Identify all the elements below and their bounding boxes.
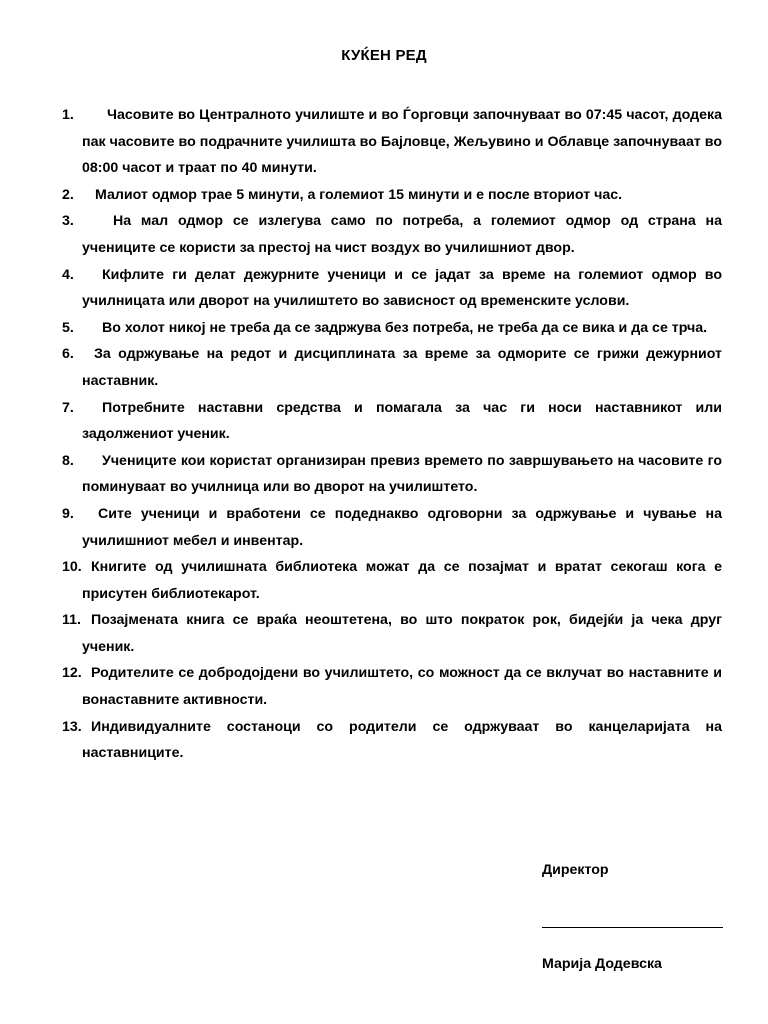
rule-item — [62, 262, 722, 315]
rule-item — [62, 315, 722, 342]
rule-number: 1. — [62, 107, 74, 123]
rule-number: 12. — [62, 665, 82, 682]
rule-item — [62, 395, 722, 448]
rule-text: Во холот никој не треба да се задржува без потреба, не треба да се вика и да се трча. — [102, 319, 708, 336]
rule-number: 7. — [62, 399, 74, 416]
rule-text: Часовите во Централното училиште и во Ѓорговци започнуваат во 07:45 часот, додека пак часовите во подрачните училишта во Бајловце, Жељувино и Облавце започнуваат во 08:00 часот и траат по 40 минути. — [82, 107, 722, 177]
rule-number: 4. — [62, 266, 74, 283]
rule-item — [62, 182, 722, 209]
rule-item — [62, 607, 722, 660]
rule-number: 9. — [62, 505, 74, 522]
rule-number: 10. — [62, 559, 82, 576]
rule-text: Индивидуалните состаноци со родители се одржуваат во канцеларијата на наставниците. — [82, 718, 722, 762]
signature-role: Директор — [542, 862, 609, 878]
signature-line — [542, 927, 723, 928]
rules-list — [62, 102, 722, 767]
rule-number: 3. — [62, 213, 74, 230]
rule-number: 6. — [62, 346, 74, 363]
rule-item — [62, 208, 722, 261]
rule-text: Сите ученици и вработени се подеднакво одговорни за одржување и чување на училишниот мебел и инвентар. — [82, 505, 722, 549]
rule-item — [62, 554, 722, 607]
signature-block — [542, 862, 724, 972]
rule-number: 2. — [62, 186, 74, 203]
rule-text: На мал одмор се излегува само по потреба, а големиот одмор од страна на учениците се користи за престој на чист воздух во училишниот двор. — [82, 213, 722, 256]
rule-number: 13. — [62, 718, 82, 735]
rule-text: Книгите од училишната библиотека можат да се позајмат и вратат секогаш кога е присутен библиотекарот. — [82, 559, 722, 602]
rule-text: Позајмената книга се враќа неоштетена, во што пократок рок, бидејќи ја чека друг ученик. — [82, 612, 722, 655]
rule-text: Кифлите ги делат дежурните ученици и се јадат за време на големиот одмор во училницата или дворот на училиштето во зависност од временските услови. — [82, 266, 722, 310]
rule-item — [62, 102, 722, 182]
rule-text: Учениците кои користат организиран превиз времето по завршувањето на часовите го поминуваат во училница или во дворот на училиштето. — [82, 452, 722, 496]
rule-item — [62, 501, 722, 554]
rule-number: 5. — [62, 319, 74, 336]
rule-number: 11. — [62, 612, 81, 629]
rule-text: Потребните наставни средства и помагала за час ги носи наставникот или задолжениот ученик. — [82, 399, 722, 443]
signature-name: Марија Додевска — [542, 956, 662, 972]
rule-item — [62, 341, 722, 394]
rule-text: Родителите се добродојдени во училиштето, со можност да се вклучат во наставните и вонаставните активности. — [82, 665, 722, 709]
rule-item — [62, 660, 722, 713]
rule-item — [62, 714, 722, 767]
rule-number: 8. — [62, 452, 74, 469]
rule-text: Малиот одмор трае 5 минути, а големиот 15 минути и е после вториот час. — [95, 186, 623, 203]
rule-text: За одржување на редот и дисциплината за време за одморите се грижи дежурниот наставник. — [82, 346, 722, 389]
document-title: КУЌЕН РЕД — [341, 47, 427, 64]
rule-item — [62, 448, 722, 501]
